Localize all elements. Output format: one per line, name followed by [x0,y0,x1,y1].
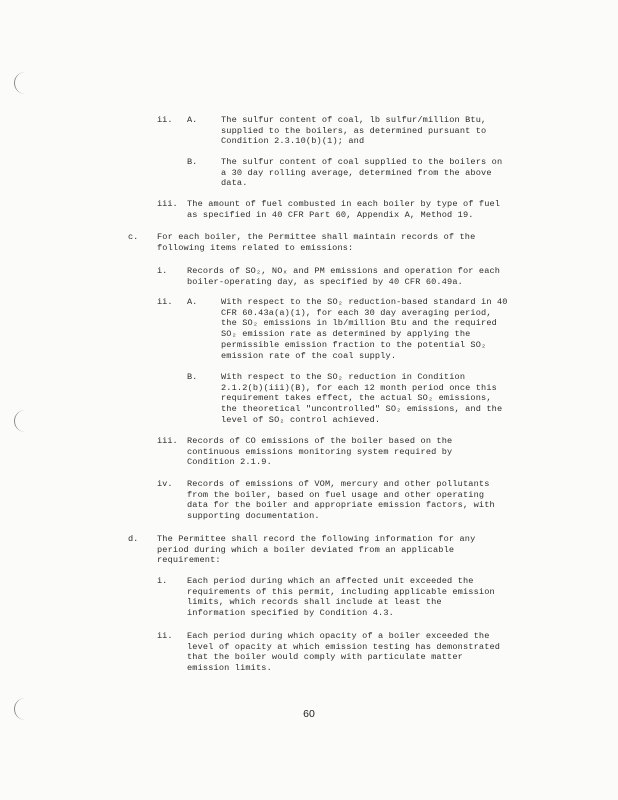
page-number: 60 [303,708,315,720]
binder-hole-mark [14,72,25,94]
paragraph: Each period during which an affected unit exceeded the requirements of this permit, including applicable emission limits, which records shall include at least the information specified by Condition 4.3. [187,576,495,619]
binder-hole-mark [14,410,25,432]
item-label: i. [157,576,168,586]
item-sublabel: B. [187,372,198,382]
item-sublabel: A. [187,297,198,307]
paragraph: Records of SO₂, NOₓ and PM emissions and operation for each boiler-operating day, as specified by 40 CFR 60.49a. [187,266,501,287]
item-label: iv. [157,479,173,489]
paragraph: Records of CO emissions of the boiler based on the continuous emissions monitoring system required by Condition 2.1.9. [187,436,453,468]
item-label: i. [157,266,168,276]
item-label: d. [128,534,139,544]
item-label: ii. [157,297,173,307]
item-label: iii. [157,436,178,446]
item-sublabel: A. [187,115,198,125]
item-label: c. [128,232,139,242]
paragraph: The sulfur content of coal, lb sulfur/million Btu, supplied to the boilers, as determined pursuant to Condition 2.3.10(b)(1); and [221,115,487,147]
paragraph: For each boiler, the Permittee shall maintain records of the following items related to emissions: [157,232,476,253]
paragraph: The sulfur content of coal supplied to the boilers on a 30 day rolling average, determined from the above data. [221,157,503,189]
item-label: ii. [157,115,173,125]
paragraph: The Permittee shall record the following information for any period during which a boiler deviated from an applicable requirement: [157,534,476,566]
item-label: iii. [157,199,178,209]
paragraph: With respect to the SO₂ reduction in Condition 2.1.2(b)(iii)(B), for each 12 month period once this requirement takes effect, the actual SO₂ emissions, the theoretical "uncontrolled" SO₂ emissions, and the level of SO₂ control achieved. [221,372,503,425]
paragraph: Each period during which opacity of a boiler exceeded the level of opacity at which emission testing has demonstrated that the boiler would comply with particulate matter emission limits. [187,631,501,674]
item-sublabel: B. [187,157,198,167]
paragraph: Records of emissions of VOM, mercury and other pollutants from the boiler, based on fuel usage and other operating data for the boiler and appropriate emission factors, with supporting documentation. [187,479,495,522]
item-label: ii. [157,631,173,641]
paragraph: The amount of fuel combusted in each boiler by type of fuel as specified in 40 CFR Part 60, Appendix A, Method 19. [187,199,501,220]
paragraph: With respect to the SO₂ reduction-based standard in 40 CFR 60.43a(a)(1), for each 30 day averaging period, the SO₂ emissions in lb/million Btu and the required SO₂ emission rate as determined by applying the permissible emission fraction to the potential SO₂ emission rate of the coal supply. [221,297,508,361]
